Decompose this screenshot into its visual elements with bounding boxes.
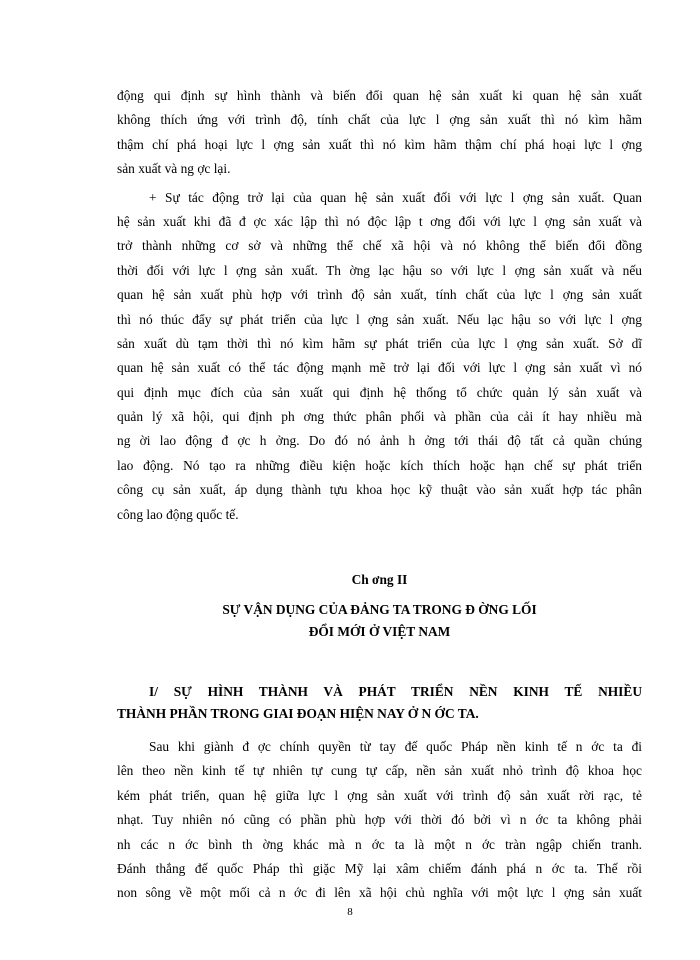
text-line: lên theo nền kinh tế tự nhiên tự cung tự cấp, nền sản xuất nhỏ trình độ khoa học xyxy=(117,763,642,779)
text-line: kém phát triển, quan hệ giữa lực l ợng sản xuất với trình độ sản xuất rời rạc, tẻ xyxy=(117,787,642,803)
text-line: trở thành những cơ sở và những thể chế xã hội và nó không thể biến đổi đồng xyxy=(117,238,642,254)
text-line: công cụ sản xuất, áp dụng thành tựu khoa học kỹ thuật vào sản xuất hợp tác phân xyxy=(117,482,642,498)
text-line: thậm chí phá hoại lực l ợng sản xuất thì nó kìm hãm thậm chí phá hoại lực l ợng xyxy=(117,136,642,152)
text-line: không thích ứng với trình độ, tính chất của lực l ợng sản xuất thì nó kìm hãm xyxy=(117,112,642,128)
paragraph-1 xyxy=(117,84,642,182)
text-line: Sau khi giành đ ợc chính quyền từ tay đế quốc Pháp nền kinh tế n ớc ta đi xyxy=(149,739,642,755)
chapter-number: Ch ơng II xyxy=(351,572,408,588)
text-line: sản xuất dù tạm thời thì nó kìm hãm sự phát triển của lực l ợng sản xuất. Sở dĩ xyxy=(117,335,642,351)
text-line: hệ sản xuất khi đã đ ợc xác lập thì nó độc lập t ơng đối với lực l ợng sản xuất và xyxy=(117,213,642,229)
text-line: thời đối với lực l ợng sản xuất. Th ờng lạc hậu so với lực l ợng sản xuất và nếu xyxy=(117,262,642,278)
text-line: ng ời lao động đ ợc h ởng. Do đó nó ảnh h ởng tới thái độ tất cả quần chúng xyxy=(117,433,642,449)
section-heading-line-1: I/ SỰ HÌNH THÀNH VÀ PHÁT TRIỂN NỀN KINH TẾ NHIỀU xyxy=(149,684,642,700)
text-line: + Sự tác động trở lại của quan hệ sản xuất đối với lực l ợng sản xuất. Quan xyxy=(149,189,642,205)
text-line: quản lý xã hội, qui định ph ơng thức phân phối và phần của cải ít hay nhiều mà xyxy=(117,409,642,425)
page-number: 8 xyxy=(347,906,353,918)
text-line: sản xuất và ng ợc lại. xyxy=(117,161,231,177)
text-line: qui định mục đích của sản xuất qui định hệ thống tổ chức quản lý sản xuất và xyxy=(117,384,642,400)
text-line: nhạt. Tuy nhiên nó cũng có phần phù hợp với thời đó bởi vì n ớc ta không phải xyxy=(117,812,642,828)
text-line: lao động. Nó tạo ra những điều kiện hoặc kích thích hoặc hạn chế sự phát triển xyxy=(117,457,642,473)
paragraph-3 xyxy=(117,735,642,906)
text-line: Đánh thắng đế quốc Pháp thì giặc Mỹ lại xâm chiếm đánh phá n ớc ta. Thế rồi xyxy=(117,860,642,876)
text-line: động qui định sự hình thành và biến đổi quan hệ sản xuất ki quan hệ sản xuất xyxy=(117,88,642,103)
text-line: thì nó thúc đẩy sự phát triển của lực l ợng sản xuất. Nếu lạc hậu so với lực l ợng xyxy=(117,311,642,327)
paragraph-2 xyxy=(117,186,642,527)
text-line: công lao động quốc tế. xyxy=(117,506,239,522)
chapter-title-line-2: ĐỔI MỚI Ở VIỆT NAM xyxy=(308,624,451,640)
text-line: quan hệ sản xuất có thể tác động mạnh mẽ trở lại đối với lực l ợng sản xuất vì nó xyxy=(117,360,642,376)
text-line: nh các n ớc bình th ờng khác mà n ớc ta là một n ớc tràn ngập chiến tranh. xyxy=(117,836,642,852)
text-line: quan hệ sản xuất phù hợp với trình độ sản xuất, tính chất của lực l ợng sản xuất xyxy=(117,287,642,303)
section-heading-line-2: THÀNH PHẦN TRONG GIAI ĐOẠN HIỆN NAY Ở N ỚC TA. xyxy=(117,706,479,722)
section-heading xyxy=(117,681,642,725)
chapter-title-line-1: SỰ VẬN DỤNG CỦA ĐẢNG TA TRONG Đ ỜNG LỐI xyxy=(222,602,537,618)
text-line: non sông về một mối cả n ớc đi lên xã hội chủ nghĩa với một lực l ợng sản xuất xyxy=(117,885,642,901)
